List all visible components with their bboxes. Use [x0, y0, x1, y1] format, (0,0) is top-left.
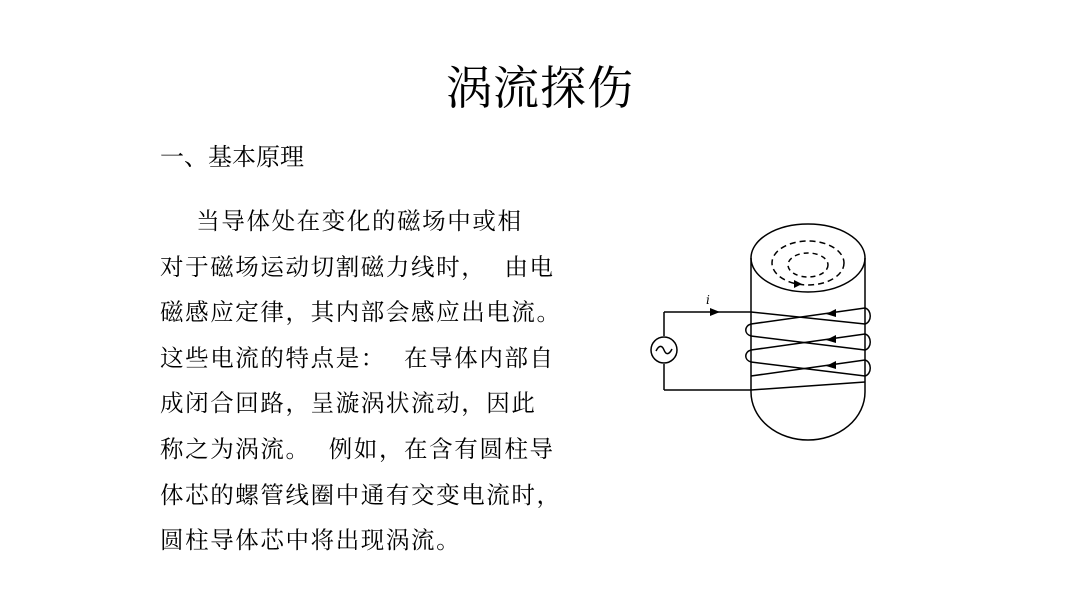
coil-left-loop: [746, 350, 751, 362]
body-line: 这些电流的特点是： 在导体内部自: [160, 343, 555, 372]
body-line: 圆柱导体芯中将出现涡流。: [160, 526, 462, 555]
coil-left-loop: [746, 324, 751, 336]
eddy-current-inner-loop: [788, 253, 828, 277]
body-paragraph: [160, 199, 600, 564]
eddy-current-diagram-svg: [630, 200, 890, 460]
eddy-arrow-icon: [794, 280, 802, 288]
body-line: 磁感应定律，其内部会感应出电流。: [160, 298, 562, 327]
ac-source-wave: [656, 346, 672, 353]
body-line: 对于磁场运动切割磁力线时， 由电: [160, 252, 555, 281]
coil-right-loop: [865, 308, 870, 324]
coil-right-loop: [865, 334, 870, 350]
body-line: 成闭合回路，呈漩涡状流动，因此: [160, 389, 537, 418]
current-arrow-icon: [710, 308, 720, 316]
cylinder-top-ellipse: [751, 224, 865, 292]
body-line: 体芯的螺管线圈中通有交变电流时，: [160, 480, 562, 509]
coil-right-loop: [865, 360, 870, 376]
eddy-current-outer-loop: [772, 241, 844, 285]
slide-title: 涡流探伤: [446, 61, 634, 115]
section-heading: 一、基本原理: [160, 143, 304, 171]
current-label: i: [706, 293, 710, 307]
cylinder-bottom-arc: [751, 392, 865, 440]
coil-front-turn: [751, 382, 865, 390]
eddy-current-diagram: [630, 200, 890, 460]
body-line: 称之为涡流。 例如，在含有圆柱导: [160, 434, 555, 463]
body-line: 当导体处在变化的磁场中或相: [160, 207, 523, 235]
